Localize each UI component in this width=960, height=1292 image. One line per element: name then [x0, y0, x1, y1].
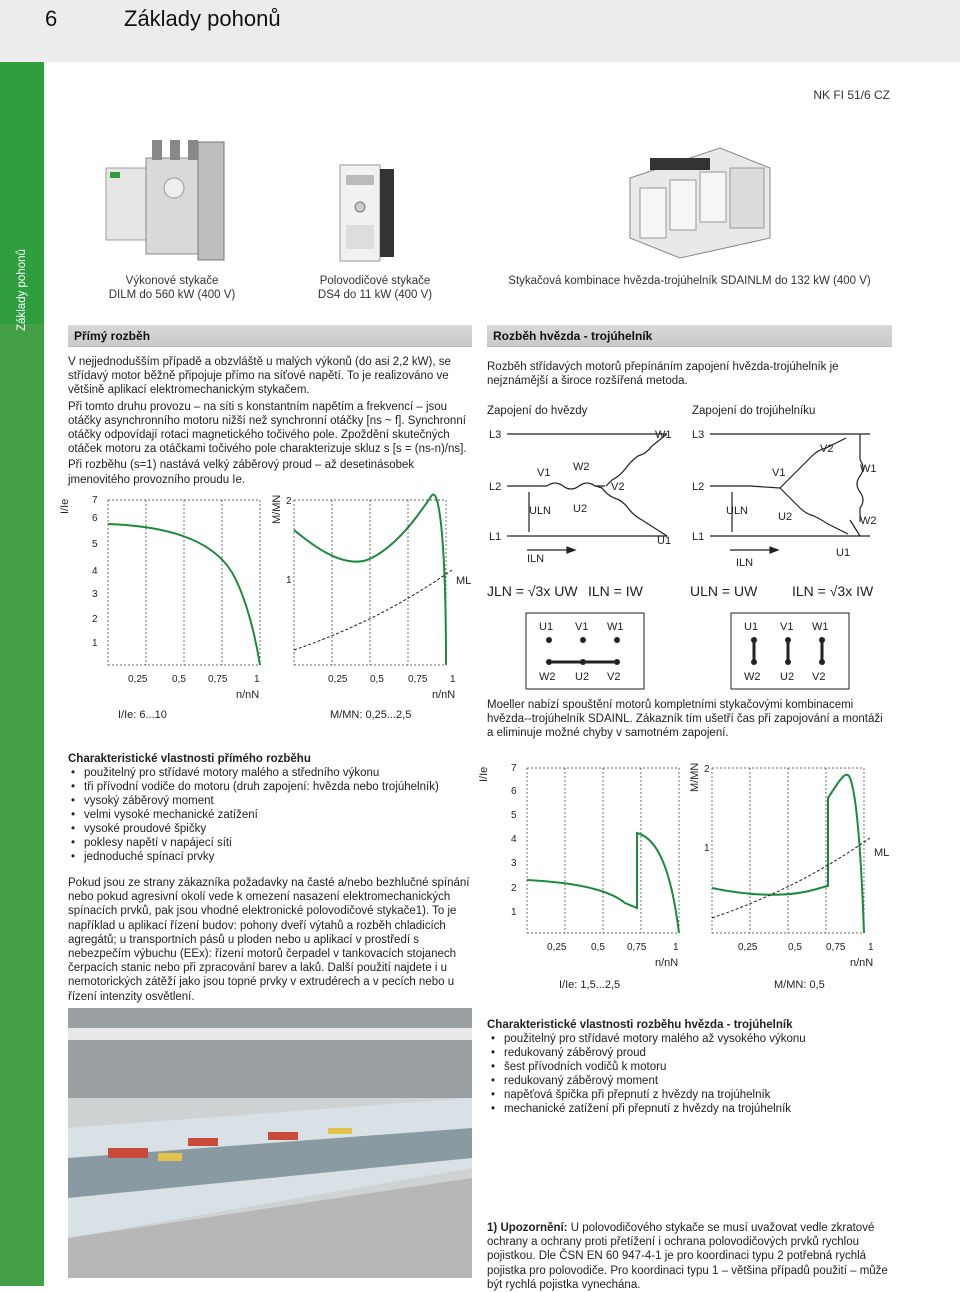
- svg-text:W2: W2: [539, 671, 556, 683]
- svg-text:7: 7: [511, 763, 517, 774]
- x-tick: 0,5: [172, 674, 186, 685]
- y-axis-label: M/MN: [689, 762, 701, 792]
- svg-text:5: 5: [511, 810, 517, 821]
- star-title: Zapojení do hvězdy: [487, 405, 588, 417]
- list-item: • použitelný pro střídavé motory malého a středního výkonu: [84, 766, 484, 780]
- y-tick: 1: [286, 575, 292, 586]
- list-item: • vysoké proudové špičky: [84, 822, 484, 836]
- star-delta-intro: Rozběh střídavých motorů přepínáním zapojení hvězda-trojúhelník je nejznámější a široce rozšířená metoda.: [487, 361, 839, 388]
- footnote-label: Upozornění:: [500, 1222, 568, 1234]
- x-tick: 0,75: [408, 674, 428, 685]
- list-item: • redukovaný záběrový moment: [504, 1074, 904, 1088]
- y-tick: 2: [92, 614, 98, 625]
- y-tick: 4: [92, 566, 98, 577]
- label-L3: L3: [489, 429, 502, 441]
- x-axis-label: n/nN: [655, 957, 679, 969]
- label-L3: L3: [692, 429, 705, 441]
- star-delta-torque-chart: [690, 758, 895, 993]
- svg-text:0,25: 0,25: [738, 942, 758, 953]
- svg-text:3: 3: [511, 858, 517, 869]
- star-formula-current: ILN = IW: [588, 583, 643, 599]
- star-delta-features-heading: Charakteristické vlastnosti rozběhu hvězda - trojúhelník: [487, 1019, 793, 1031]
- x-axis-label: n/nN: [850, 957, 874, 969]
- list-item: • šest přívodních vodičů k motoru: [504, 1060, 904, 1074]
- svg-text:V2: V2: [812, 671, 826, 683]
- svg-text:1: 1: [673, 942, 679, 953]
- label-ULN: ULN: [726, 505, 749, 517]
- svg-text:V1: V1: [780, 621, 794, 633]
- label-V1: V1: [537, 467, 551, 479]
- delta-wiring-diagram: [690, 420, 890, 570]
- svg-text:0,5: 0,5: [591, 942, 605, 953]
- x-tick: 0,25: [328, 674, 348, 685]
- svg-text:V1: V1: [575, 621, 589, 633]
- label-U2: U2: [573, 503, 588, 515]
- list-item: • poklesy napětí v napájecí síti: [84, 836, 484, 850]
- x-tick: 0,5: [370, 674, 384, 685]
- star-formula-voltage: JLN = √3x UW: [487, 583, 578, 599]
- svg-text:1: 1: [868, 942, 874, 953]
- star-delta-current-chart: [478, 758, 692, 993]
- label-W2: W2: [573, 461, 590, 473]
- svg-text:1: 1: [704, 843, 710, 854]
- side-tab-label: Základy pohonů: [16, 249, 28, 331]
- list-item: • tři přívodní vodiče do motoru (druh zapojení: hvězda nebo trojúhelník): [84, 780, 484, 794]
- list-item: • jednoduché spínací prvky: [84, 850, 484, 864]
- label-U2: U2: [778, 511, 793, 523]
- y-tick: 2: [286, 496, 292, 507]
- x-axis-label: n/nN: [432, 689, 456, 701]
- closing-paragraph: Pokud jsou ze strany zákazníka požadavky na časté a/nebo bezhlučné spínání nebo pokud agresivní okolí vede k omezení nasazení elektromechanických spínacích prvků, pak jsou vhodné elektronické polovodičové stykače1). To je například u aplikací řízení budov: pohony dveří výtahů a rozběh chladicích agregátů; u transportních pásů u ploden nebo u aplikací v prostředí s nebezpečím výbuchu (EEx): řízení motorů čerpadel v tankovacích stojanech čerpacích stanic nebo při zpracování barev a laků. Další použití najdete i u nemotorických zátěží jako jsou topné prvky v extrudérech a v pecích nebo u řízení intenzity osvětlení.: [68, 877, 470, 1003]
- chart-note: I/Ie: 1,5...2,5: [559, 979, 621, 991]
- svg-text:1: 1: [511, 907, 517, 918]
- section-direct-start-heading: Přímý rozběh: [68, 325, 472, 347]
- refrigerated-aisle-photo: [68, 1008, 472, 1278]
- svg-text:0,25: 0,25: [547, 942, 567, 953]
- svg-text:W2: W2: [744, 671, 761, 683]
- direct-start-intro: [68, 355, 472, 489]
- chart-note: M/MN: 0,5: [774, 979, 825, 991]
- star-delta-features-list: [490, 1032, 904, 1116]
- label-ILN: ILN: [736, 557, 754, 569]
- semiconductor-contactor-photo: [320, 155, 410, 270]
- star-wiring-diagram: [487, 420, 687, 570]
- svg-text:W1: W1: [607, 621, 624, 633]
- power-contactor-photo: [90, 128, 250, 268]
- star-terminal-board: [525, 612, 645, 690]
- svg-text:0,75: 0,75: [627, 942, 647, 953]
- list-item: • mechanické zatížení při přepnutí z hvězdy na trojúhelník: [504, 1102, 904, 1116]
- svg-text:6: 6: [511, 786, 517, 797]
- y-tick: 7: [92, 495, 98, 506]
- y-tick: 5: [92, 539, 98, 550]
- caption-power-contactor-line2: DILM do 560 kW (400 V): [108, 289, 236, 301]
- footnote-text: U polovodičového stykače se musí uvažovat vedle zkratové ochrany a ochrany proti přetížení i ochrana polovodičových prvků rychlou pojistkou. Dle ČSN EN 60 947-4-1 je pro koordinaci typu 2 potřebná rychlá pojistka pro polovodiče. Pro koordinaci typu 1 – většina případů použití – může být rychlá pojistka vynechána.: [487, 1222, 888, 1291]
- star-delta-combination-photo: [610, 128, 780, 263]
- document-id: NK FI 51/6 CZ: [813, 88, 890, 102]
- load-label: ML: [456, 575, 472, 587]
- direct-torque-chart: [272, 490, 477, 725]
- chapter-title: Základy pohonů: [124, 6, 281, 31]
- intro-paragraph-2: Při tomto druhu provozu – na síti s konstantním napětím a frekvencí – jsou otáčky asynchronního motoru nižší než synchronní otáčky [ns ~ f]. Synchronní otáčky odpovídají rotaci magnetického točivého pole. Zpoždění skutečných otáček motoru za otáčkami točivého pole charakterizuje skluz s [s = (ns-n)/ns].: [68, 400, 467, 456]
- label-V1: V1: [772, 467, 786, 479]
- delta-terminal-board: [730, 612, 850, 690]
- y-tick: 3: [92, 589, 98, 600]
- x-tick: 0,75: [208, 674, 228, 685]
- delta-title: Zapojení do trojúhelníku: [692, 405, 816, 417]
- delta-formula-current: ILN = √3x IW: [792, 583, 874, 599]
- moeller-paragraph: Moeller nabízí spouštění motorů kompletními stykačovými kombinacemi hvězda--trojúhelník SDAINL. Zákazník tím ušetří čas při zapojování a montáži a eliminuje možné chyby v samotném zapojení.: [487, 699, 883, 740]
- chart-note: I/Ie: 6...10: [118, 709, 167, 721]
- list-item: • napěťová špička při přepnutí z hvězdy na trojúhelník: [504, 1088, 904, 1102]
- svg-text:U1: U1: [744, 621, 759, 633]
- intro-paragraph-1: V nejjednodušším případě a obzvláště u malých výkonů (do asi 2,2 kW), se střídavý motor běžně připojuje přímo na síťové napětí. To je realizováno ve většině aplikací elektromechanickým stykačem.: [68, 356, 451, 397]
- load-curve: [294, 570, 452, 650]
- svg-text:U2: U2: [575, 671, 590, 683]
- caption-power-contactor-line1: Výkonové stykače: [125, 275, 219, 287]
- list-item: • vysoký záběrový moment: [84, 794, 484, 808]
- direct-features-list: [70, 766, 484, 864]
- label-U1: U1: [657, 535, 672, 547]
- caption-semiconductor-line2: DS4 do 11 kW (400 V): [317, 289, 433, 301]
- chapter-number: 6: [45, 6, 58, 31]
- y-axis-label: M/MN: [271, 494, 283, 524]
- direct-current-chart: [59, 490, 273, 725]
- footnote-mark: 1): [487, 1222, 498, 1234]
- caption-star-delta: Stykačová kombinace hvězda-trojúhelník SDAINLM do 132 kW (400 V): [508, 275, 871, 287]
- svg-text:0,5: 0,5: [788, 942, 802, 953]
- x-axis-label: n/nN: [236, 689, 260, 701]
- label-L1: L1: [692, 531, 705, 543]
- label-ILN: ILN: [527, 553, 545, 565]
- footnote: [487, 1221, 892, 1292]
- label-L1: L1: [489, 531, 502, 543]
- chart-note: M/MN: 0,25...2,5: [330, 709, 412, 721]
- svg-text:2: 2: [704, 764, 710, 775]
- x-tick: 1: [450, 674, 456, 685]
- list-item: • použitelný pro střídavé motory malého až vysokého výkonu: [504, 1032, 904, 1046]
- delta-formula-voltage: ULN = UW: [690, 583, 758, 599]
- load-label: ML: [874, 847, 890, 859]
- y-axis-label: I/Ie: [59, 498, 71, 514]
- label-W2: W2: [860, 515, 877, 527]
- svg-text:4: 4: [511, 834, 517, 845]
- label-L2: L2: [489, 481, 502, 493]
- y-tick: 1: [92, 638, 98, 649]
- svg-text:W1: W1: [812, 621, 829, 633]
- y-axis-label: I/Ie: [478, 766, 490, 782]
- svg-text:2: 2: [511, 883, 517, 894]
- label-ULN: ULN: [529, 505, 552, 517]
- x-tick: 1: [254, 674, 260, 685]
- y-tick: 6: [92, 513, 98, 524]
- svg-text:0,75: 0,75: [826, 942, 846, 953]
- caption-semiconductor-line1: Polovodičové stykače: [319, 275, 431, 287]
- x-tick: 0,25: [128, 674, 148, 685]
- section-star-delta-heading: Rozběh hvězda - trojúhelník: [487, 325, 892, 347]
- load-curve: [712, 838, 870, 918]
- svg-text:U1: U1: [539, 621, 554, 633]
- label-V2: V2: [820, 443, 834, 455]
- list-item: • redukovaný záběrový proud: [504, 1046, 904, 1060]
- svg-text:V2: V2: [607, 671, 621, 683]
- direct-features-heading: Charakteristické vlastnosti přímého rozběhu: [68, 753, 311, 765]
- list-item: • velmi vysoké mechanické zatížení: [84, 808, 484, 822]
- label-U1: U1: [836, 547, 851, 559]
- label-V2: V2: [611, 481, 625, 493]
- label-W1: W1: [860, 463, 877, 475]
- label-L2: L2: [692, 481, 705, 493]
- svg-text:U2: U2: [780, 671, 795, 683]
- label-W1: W1: [655, 429, 672, 441]
- intro-paragraph-3: Při rozběhu (s=1) nastává velký záběrový proud – až desetinásobek jmenovitého provozního proudu Ie.: [68, 459, 415, 486]
